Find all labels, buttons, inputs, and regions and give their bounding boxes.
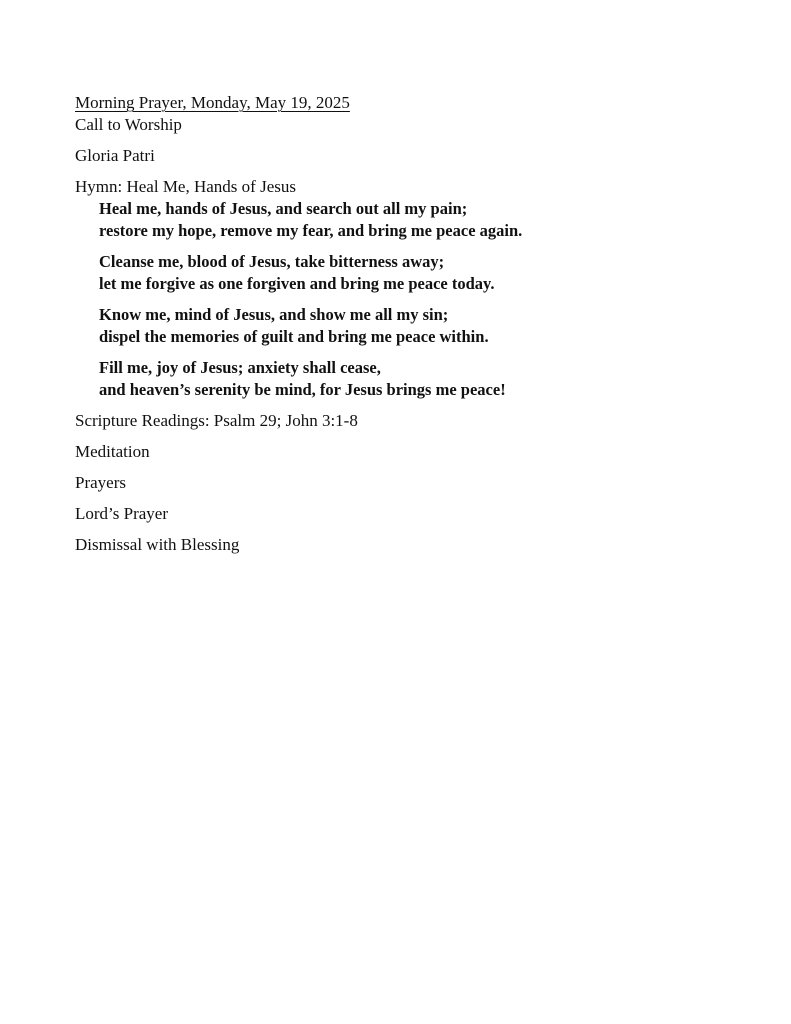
verse-line: Fill me, joy of Jesus; anxiety shall cease, (99, 358, 381, 377)
verse-line: dispel the memories of guilt and bring me peace within. (99, 327, 489, 346)
prayers: Prayers (75, 473, 126, 492)
dismissal-with-blessing: Dismissal with Blessing (75, 535, 240, 554)
hymn-verse-2 (99, 251, 755, 295)
verse-line: Know me, mind of Jesus, and show me all my sin; (99, 305, 449, 324)
scripture-readings: Scripture Readings: Psalm 29; John 3:1-8 (75, 411, 358, 430)
verse-line: and heaven’s serenity be mind, for Jesus brings me peace! (99, 380, 506, 399)
hymn-verse-1 (99, 198, 755, 242)
meditation: Meditation (75, 442, 150, 461)
hymn-heading: Hymn: Heal Me, Hands of Jesus (75, 177, 296, 196)
hymn-verse-4 (99, 357, 755, 401)
order-of-worship (75, 92, 755, 556)
hymn-verse-3 (99, 304, 755, 348)
gloria-patri: Gloria Patri (75, 146, 155, 165)
page-title: Morning Prayer, Monday, May 19, 2025 (75, 93, 350, 112)
call-to-worship: Call to Worship (75, 115, 182, 134)
verse-line: restore my hope, remove my fear, and bring me peace again. (99, 221, 523, 240)
verse-line: Cleanse me, blood of Jesus, take bitterness away; (99, 252, 445, 271)
verse-line: let me forgive as one forgiven and bring me peace today. (99, 274, 495, 293)
verse-line: Heal me, hands of Jesus, and search out all my pain; (99, 199, 468, 218)
lords-prayer: Lord’s Prayer (75, 504, 169, 523)
